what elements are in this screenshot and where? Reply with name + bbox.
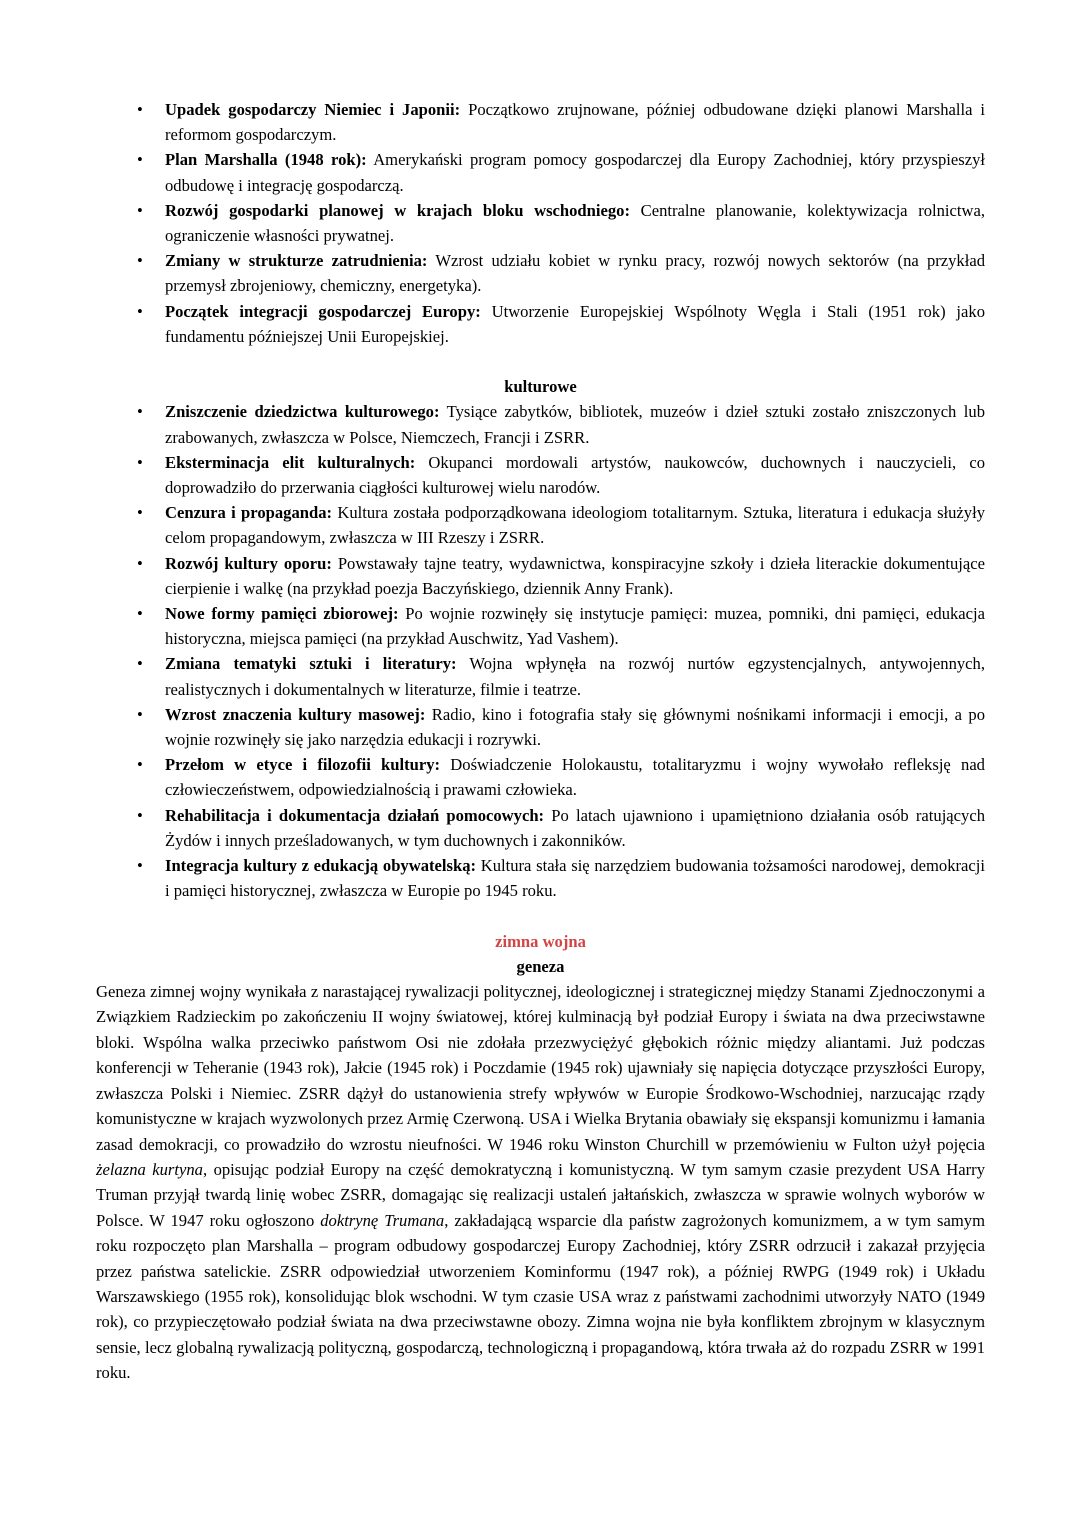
spacer: [96, 349, 985, 374]
list-item: [96, 601, 985, 651]
list-item: [96, 450, 985, 500]
list-item: [96, 803, 985, 853]
list-item: [96, 147, 985, 197]
list-item-text: Okupanci mordowali artystów, naukowców, duchownych i nauczycieli, co doprowadziło do przerwania ciągłości kulturowej wielu narodów.: [165, 452, 985, 498]
list-item-text: Wojna wpłynęła na rozwój nurtów egzystencjalnych, antywojennych, realistycznych i dokumentalnych w literaturze, filmie i teatrze.: [165, 654, 985, 699]
list-item-lead: Nowe formy pamięci zbiorowej:: [165, 604, 399, 624]
paragraph-part-2: , opisując podział Europy na część demokratyczną i komunistyczną. W tym samym czasie prezydent USA Harry Truman przyjął twardą linię wobec ZSRR, domagając się realizacji ustaleń jałtańskich, zwłaszcza w sprawie wolnych wyborów w Polsce. W 1947 roku ogłoszono: [96, 1159, 985, 1230]
italic-term-iron-curtain: żelazna kurtyna: [96, 1159, 203, 1179]
list-item: [96, 248, 985, 298]
list-item-text: Kultura została podporządkowana ideologiom totalitarnym. Sztuka, literatura i edukacja służyły celom propagandowym, zwłaszcza w III Rzeszy i ZSRR.: [165, 503, 985, 548]
list-item-lead: Zniszczenie dziedzictwa kulturowego:: [165, 402, 440, 422]
list-item-lead: Zmiana tematyki sztuki i literatury:: [165, 654, 457, 674]
section-heading-geneza: geneza: [516, 956, 565, 976]
list-item: [96, 299, 985, 349]
list-item-lead: Początek integracji gospodarczej Europy:: [165, 301, 481, 321]
paragraph-part-1: Geneza zimnej wojny wynikała z narastającej rywalizacji politycznej, ideologicznej i strategicznej między Stanami Zjednoczonymi a Związkiem Radzieckim po zakończeniu II wojny światowej, której kulminacją był podział Europy i świata na dwa przeciwstawne bloki. Wspólna walka przeciwko państwom Osi nie zdołała przezwyciężyć głębokich różnic między aliantami. Już podczas konferencji w Teheranie (1943 rok), Jałcie (1945 rok) i Poczdamie (1945 rok) ujawniały się napięcia dotyczące przyszłości Europy, zwłaszcza Polski i Niemiec. ZSRR dążył do ustanowienia strefy wpływów w Europie Środkowo-Wschodniej, narzucając rządy komunistyczne w krajach wyzwolonych przez Armię Czerwoną. USA i Wielka Brytania obawiały się ekspansji komunizmu i łamania zasad demokracji, co prowadziło do wzrostu nieufności. W 1946 roku Winston Churchill w przemówieniu w Fulton użył pojęcia: [96, 982, 985, 1154]
paragraph-part-3: , zakładającą wsparcie dla państw zagrożonych komunizmem, a w tym samym roku rozpoczęto plan Marshalla – program odbudowy gospodarczej Europy Zachodniej, który ZSRR odrzucił i zakazał przyjęcia przez państwa satelickie. ZSRR odpowiedział utworzeniem Kominformu (1947 rok), a później RWPG (1949 rok) i Układu Warszawskiego (1955 rok), konsolidując blok wschodni. W tym czasie USA wraz z państwami zachodnimi utworzyły NATO (1949 rok), co przypieczętowało podział świata na dwa przeciwstawne obozy. Zimna wojna nie była konfliktem zbrojnym w klasycznym sensie, lecz globalną rywalizacją polityczną, gospodarczą, technologiczną i propagandową, która trwała aż do rozpadu ZSRR w 1991 roku.: [96, 1210, 985, 1383]
spacer: [96, 903, 985, 928]
list-item-text: Kultura stała się narzędziem budowania tożsamości narodowej, demokracji i pamięci historycznej, zwłaszcza w Europie po 1945 roku.: [165, 856, 985, 901]
list-item-text: Utworzenie Europejskiej Wspólnoty Węgla i Stali (1951 rok) jako fundamentu późniejszej Unii Europejskiej.: [165, 301, 985, 346]
list-item-lead: Integracja kultury z edukacją obywatelską:: [165, 856, 477, 876]
list-item-text: Tysiące zabytków, bibliotek, muzeów i dzieł sztuki zostało zniszczonych lub zrabowanych, zwłaszcza w Polsce, Niemczech, Francji i ZSRR.: [165, 402, 985, 447]
list-item: [96, 702, 985, 752]
list-item-text: Wzrost udziału kobiet w rynku pracy, rozwój nowych sektorów (na przykład przemysł zbrojeniowy, chemiczny, energetyka).: [165, 251, 985, 296]
economic-consequences-list: [96, 97, 985, 349]
list-item-lead: Cenzura i propaganda:: [165, 503, 333, 523]
list-item: [96, 651, 985, 701]
list-item-lead: Upadek gospodarczy Niemiec i Japonii:: [165, 100, 461, 119]
list-item: [96, 399, 985, 449]
section-heading-zimna-wojna: zimna wojna: [495, 931, 586, 951]
list-item-lead: Przełom w etyce i filozofii kultury:: [165, 755, 441, 775]
list-item-text: Centralne planowanie, kolektywizacja rolnictwa, ograniczenie własności prywatnej.: [165, 200, 986, 246]
cultural-consequences-list: [96, 399, 985, 903]
list-item-lead: Eksterminacja elit kulturalnych:: [165, 452, 416, 472]
list-item-lead: Plan Marshalla (1948 rok):: [165, 150, 367, 170]
list-item-lead: Rehabilitacja i dokumentacja działań pomocowych:: [165, 805, 545, 825]
section-heading-kulturowe: kulturowe: [504, 377, 577, 397]
list-item: [96, 853, 985, 903]
list-item-text: Amerykański program pomocy gospodarczej dla Europy Zachodniej, który przyspieszył odbudowę i integrację gospodarczą.: [165, 150, 985, 195]
list-item-text: Po wojnie rozwinęły się instytucje pamięci: muzea, pomniki, dni pamięci, edukacja historyczna, miejsca pamięci (na przykład Auschwitz, Yad Vashem).: [165, 604, 985, 649]
list-item-text: Doświadczenie Holokaustu, totalitaryzmu i wojny wywołało refleksję nad człowieczeństwem, odpowiedzialnością i prawami człowieka.: [165, 755, 985, 800]
list-item-text: Po latach ujawniono i upamiętniono działania osób ratujących Żydów i innych prześladowanych, w tym duchownych i zakonników.: [165, 805, 985, 850]
list-item-text: Początkowo zrujnowane, później odbudowane dzięki planowi Marshalla i reformom gospodarczym.: [165, 100, 985, 145]
list-item-lead: Rozwój gospodarki planowej w krajach bloku wschodniego:: [165, 200, 630, 220]
list-item-lead: Rozwój kultury oporu:: [165, 553, 332, 573]
list-item: [96, 97, 985, 147]
list-item: [96, 500, 985, 550]
italic-term-truman-doctrine: doktrynę Trumana: [320, 1210, 445, 1230]
list-item-lead: Zmiany w strukturze zatrudnienia:: [165, 251, 428, 271]
list-item: [96, 752, 985, 802]
list-item: [96, 198, 985, 248]
list-item: [96, 551, 985, 601]
list-item-text: Powstawały tajne teatry, wydawnictwa, konspiracyjne szkoły i dzieła literackie dokumentujące cierpienie i walkę (na przykład poezja Baczyńskiego, dziennik Anny Frank).: [165, 553, 985, 598]
cold-war-paragraph: [96, 979, 985, 1386]
list-item-text: Radio, kino i fotografia stały się głównymi nośnikami informacji i emocji, a po wojnie rozwinęły się jako narzędzia edukacji i rozrywki.: [165, 704, 985, 750]
list-item-lead: Wzrost znaczenia kultury masowej:: [165, 704, 426, 724]
